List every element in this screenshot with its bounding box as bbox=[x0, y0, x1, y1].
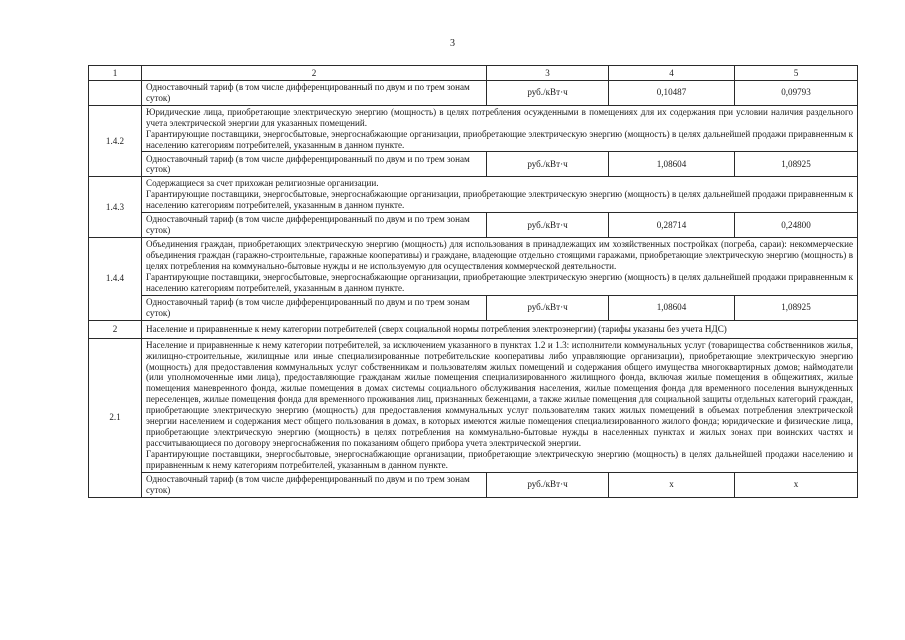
page-number: 3 bbox=[450, 38, 455, 49]
single-rate-label: Одноставочный тариф (в том числе дифференцированный по двум и по трем зонам суток) bbox=[142, 81, 487, 106]
section-number: 1.4.4 bbox=[89, 238, 142, 321]
description-paragraph: Объединения граждан, приобретающих электрическую энергию (мощность) для использования в принадлежащих им хозяйственных постройках (погреба, сараи): некоммерческие объединения граждан (гаражно-строительные, гаражные кооперативы) и граждане, владеющие отдельно стоящими гаражами, приобретающие электрическую энергию (мощность) в целях потребления на коммунально-бытовые нужды и не используемую для осуществления коммерческой деятельности. bbox=[146, 239, 853, 271]
tariff-value-col4: 0,28714 bbox=[609, 213, 735, 238]
description-paragraph: Юридические лица, приобретающие электрическую энергию (мощность) в целях потребления осужденными в помещениях для их содержания при условии наличия раздельного учета электрической энергии для указанных помещений. bbox=[146, 106, 853, 128]
row-number-empty bbox=[89, 81, 142, 106]
header-col-4: 4 bbox=[609, 66, 735, 81]
single-rate-label: Одноставочный тариф (в том числе дифференцированный по двум и по трем зонам суток) bbox=[142, 213, 487, 238]
unit-cell: руб./кВт·ч bbox=[487, 295, 609, 320]
section-description bbox=[142, 105, 858, 152]
header-col-1: 1 bbox=[89, 66, 142, 81]
tariff-value-col4: 0,10487 bbox=[609, 81, 735, 106]
description-paragraph: Гарантирующие поставщики, энергосбытовые, энергоснабжающие организации, приобретающие электрическую энергию (мощность) в целях дальнейшей продажи приравненным к населению категориям потребителей, указанным в данном пункте. bbox=[146, 128, 853, 150]
section-description bbox=[142, 177, 858, 213]
tariff-value-col5: 0,24800 bbox=[735, 213, 858, 238]
description-paragraph: Содержащиеся за счет прихожан религиозные организации. bbox=[146, 178, 379, 189]
description-paragraph: Гарантирующие поставщики, энергосбытовые, энергоснабжающие организации, приобретающие электрическую энергию (мощность) в целях дальнейшей продажи населению и приравненным к нему категориям потребителей, указанным в данном пункте. bbox=[146, 448, 853, 470]
header-col-5: 5 bbox=[735, 66, 858, 81]
tariff-value-col5: x bbox=[735, 472, 858, 497]
description-paragraph: Гарантирующие поставщики, энергосбытовые, энергоснабжающие организации, приобретающие электрическую энергию (мощность) в целях дальнейшей продажи приравненным к населению категориям потребителей, указанным в данном пункте. bbox=[146, 271, 853, 293]
section-row-1-4-4 bbox=[89, 238, 858, 296]
description-paragraph: Гарантирующие поставщики, энергосбытовые, энергоснабжающие организации, приобретающие электрическую энергию (мощность) в целях дальнейшей продажи приравненным к населению категориям потребителей, указанным в данном пункте. bbox=[146, 189, 853, 211]
section-number: 1.4.3 bbox=[89, 177, 142, 238]
unit-cell: руб./кВт·ч bbox=[487, 472, 609, 497]
section-heading: Население и приравненные к нему категории потребителей (сверх социальной нормы потребления электроэнергии) (тарифы указаны без учета НДС) bbox=[142, 320, 858, 338]
section-row-2-1 bbox=[89, 338, 858, 472]
tariff-value-col5: 1,08925 bbox=[735, 152, 858, 177]
table-header-row bbox=[89, 66, 858, 81]
single-rate-label: Одноставочный тариф (в том числе дифференцированный по двум и по трем зонам суток) bbox=[142, 472, 487, 497]
table-row bbox=[89, 472, 858, 497]
header-col-2: 2 bbox=[142, 66, 487, 81]
tariff-value-col4: 1,08604 bbox=[609, 152, 735, 177]
section-number: 1.4.2 bbox=[89, 105, 142, 177]
section-number: 2.1 bbox=[89, 338, 142, 497]
unit-cell: руб./кВт·ч bbox=[487, 152, 609, 177]
unit-cell: руб./кВт·ч bbox=[487, 213, 609, 238]
section-number: 2 bbox=[89, 320, 142, 338]
section-row-1-4-3 bbox=[89, 177, 858, 213]
tariff-value-col4: 1,08604 bbox=[609, 295, 735, 320]
section-row-2 bbox=[89, 320, 858, 338]
table-row bbox=[89, 213, 858, 238]
unit-cell: руб./кВт·ч bbox=[487, 81, 609, 106]
tariff-table bbox=[88, 65, 858, 498]
header-col-3: 3 bbox=[487, 66, 609, 81]
single-rate-label: Одноставочный тариф (в том числе дифференцированный по двум и по трем зонам суток) bbox=[142, 295, 487, 320]
section-description bbox=[142, 338, 858, 472]
tariff-value-col4: x bbox=[609, 472, 735, 497]
table-row bbox=[89, 81, 858, 106]
section-description bbox=[142, 238, 858, 296]
table-row bbox=[89, 295, 858, 320]
description-paragraph: Население и приравненные к нему категории потребителей, за исключением указанного в пунктах 1.2 и 1.3: исполнители коммунальных услуг (товарищества собственников жилья, жилищно-строительные, жилищные или иные специализированные потребительские кооперативы либо управляющие организации), приобретающие электрическую энергию (мощность) для предоставления коммунальных услуг собственникам и пользователям жилых помещений и содержания общего имущества многоквартирных домов; наймодатели (или уполномоченные ими лица), предоставляющие гражданам жилые помещения специализированного жилищного фонда, включая жилые помещения в общежитиях, жилые помещения маневренного фонда, жилые помещения в домах системы социального обслуживания населения, жилые помещения фонда для временного поселения вынужденных переселенцев, жилые помещения фонда для временного проживания лиц, признанных беженцами, а также жилые помещения для социальной защиты отдельных категорий граждан, приобретающие электрическую энергию (мощность) для предоставления коммунальных услуг пользователям таких жилых помещений в объемах потребления электрической энергии населением и содержания мест общего пользования в домах, в которых имеются жилые помещения специализированного жилого фонда; юридические и физические лица, приобретающие электрическую энергию (мощность) в целях потребления на коммунально-бытовые нужды в населенных пунктах и жилых зонах при воинских частях и рассчитывающиеся по договору энергоснабжения по показаниям общего прибора учета электрической энергии. bbox=[146, 339, 853, 448]
tariff-value-col5: 0,09793 bbox=[735, 81, 858, 106]
section-row-1-4-2 bbox=[89, 105, 858, 152]
tariff-value-col5: 1,08925 bbox=[735, 295, 858, 320]
table-row bbox=[89, 152, 858, 177]
single-rate-label: Одноставочный тариф (в том числе дифференцированный по двум и по трем зонам суток) bbox=[142, 152, 487, 177]
